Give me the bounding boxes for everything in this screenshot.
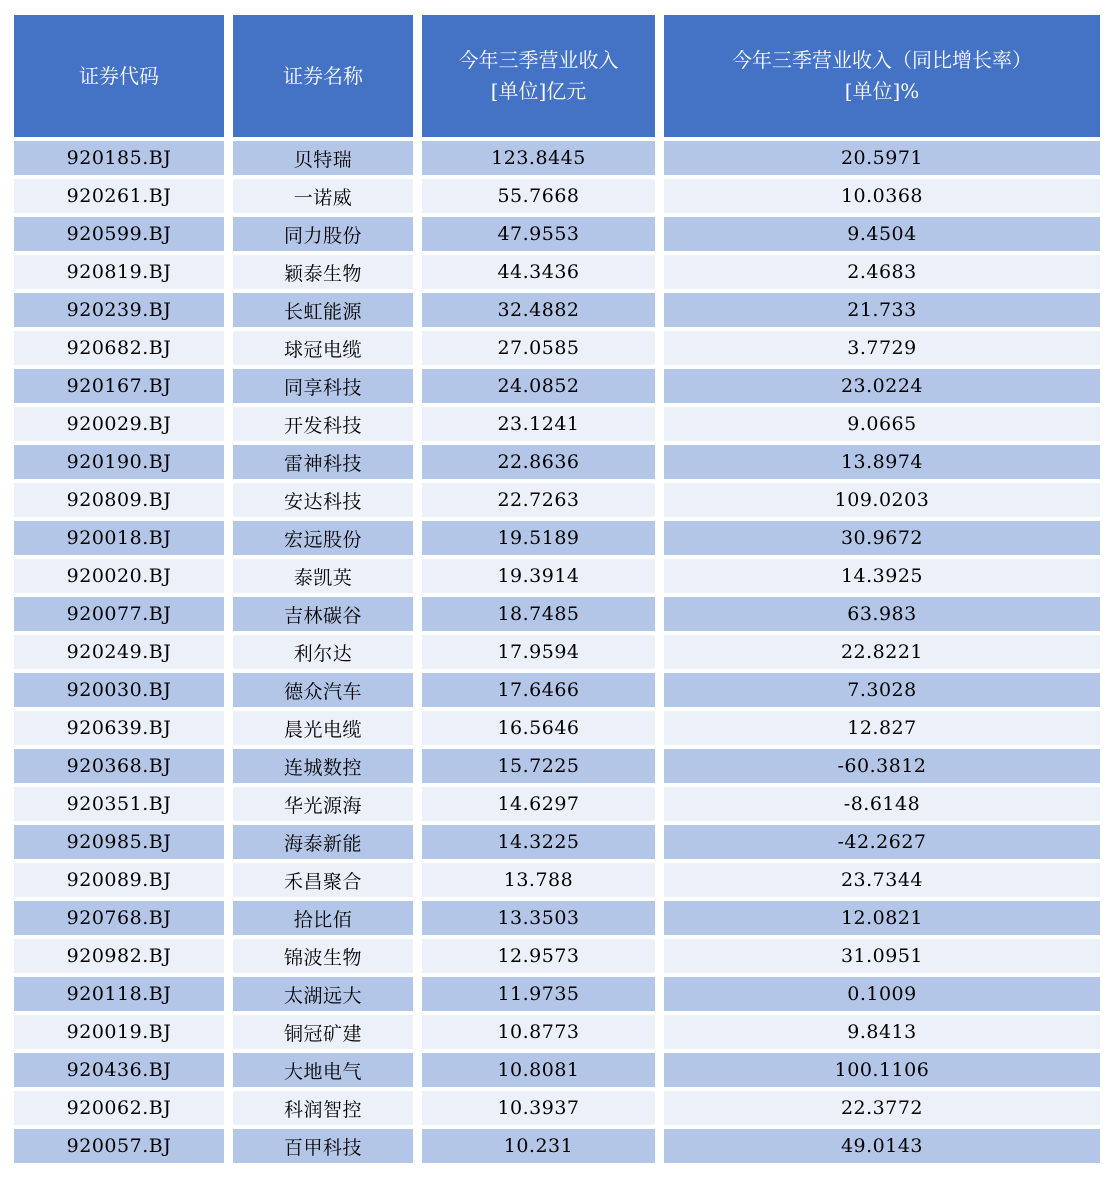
cell-q3-revenue-yoy-growth: 23.0224 (664, 369, 1100, 403)
cell-security-name: 太湖远大 (233, 977, 413, 1011)
cell-q3-revenue-yoy-growth: 23.7344 (664, 863, 1100, 897)
cell-q3-revenue: 15.7225 (422, 749, 655, 783)
cell-q3-revenue-yoy-growth: 100.1106 (664, 1053, 1100, 1087)
cell-q3-revenue-yoy-growth: 14.3925 (664, 559, 1100, 593)
cell-q3-revenue: 10.231 (422, 1129, 655, 1163)
cell-security-code: 920249.BJ (14, 635, 224, 669)
cell-q3-revenue-yoy-growth: 9.8413 (664, 1015, 1100, 1049)
table-row (14, 825, 1101, 859)
table-row (14, 293, 1101, 327)
table-row (14, 939, 1101, 973)
cell-security-name: 晨光电缆 (233, 711, 413, 745)
cell-security-code: 920019.BJ (14, 1015, 224, 1049)
cell-q3-revenue: 22.8636 (422, 445, 655, 479)
cell-q3-revenue: 10.8081 (422, 1053, 655, 1087)
cell-q3-revenue-yoy-growth: 12.827 (664, 711, 1100, 745)
table-body (14, 141, 1101, 1163)
table-row (14, 141, 1101, 175)
table-row (14, 179, 1101, 213)
table-row (14, 711, 1101, 745)
cell-security-name: 长虹能源 (233, 293, 413, 327)
cell-security-code: 920351.BJ (14, 787, 224, 821)
cell-q3-revenue: 22.7263 (422, 483, 655, 517)
cell-security-name: 锦波生物 (233, 939, 413, 973)
cell-q3-revenue: 14.3225 (422, 825, 655, 859)
table-row (14, 673, 1101, 707)
cell-security-name: 雷神科技 (233, 445, 413, 479)
header-label: 今年三季营业收入 (458, 48, 619, 72)
cell-security-code: 920682.BJ (14, 331, 224, 365)
header-unit-label: [单位]% (844, 79, 920, 103)
cell-security-name: 海泰新能 (233, 825, 413, 859)
cell-q3-revenue-yoy-growth: 3.7729 (664, 331, 1100, 365)
cell-q3-revenue: 27.0585 (422, 331, 655, 365)
cell-security-code: 920599.BJ (14, 217, 224, 251)
cell-q3-revenue-yoy-growth: -60.3812 (664, 749, 1100, 783)
cell-security-name: 利尔达 (233, 635, 413, 669)
cell-q3-revenue: 24.0852 (422, 369, 655, 403)
cell-q3-revenue-yoy-growth: 12.0821 (664, 901, 1100, 935)
table-row (14, 255, 1101, 289)
cell-q3-revenue: 23.1241 (422, 407, 655, 441)
cell-q3-revenue: 13.3503 (422, 901, 655, 935)
stock-data-table (14, 15, 1101, 1163)
cell-security-name: 颖泰生物 (233, 255, 413, 289)
cell-q3-revenue: 18.7485 (422, 597, 655, 631)
cell-q3-revenue: 17.9594 (422, 635, 655, 669)
cell-security-code: 920982.BJ (14, 939, 224, 973)
table-row (14, 749, 1101, 783)
cell-q3-revenue: 10.3937 (422, 1091, 655, 1125)
cell-q3-revenue: 19.3914 (422, 559, 655, 593)
cell-q3-revenue-yoy-growth: -42.2627 (664, 825, 1100, 859)
cell-q3-revenue-yoy-growth: 21.733 (664, 293, 1100, 327)
table-row (14, 1129, 1101, 1163)
table-row (14, 1053, 1101, 1087)
cell-security-code: 920368.BJ (14, 749, 224, 783)
cell-security-code: 920118.BJ (14, 977, 224, 1011)
header-cell-security-code (14, 15, 224, 137)
table-row (14, 521, 1101, 555)
table-row (14, 787, 1101, 821)
cell-security-code: 920089.BJ (14, 863, 224, 897)
header-cell-q3-revenue (422, 15, 655, 137)
cell-q3-revenue-yoy-growth: 49.0143 (664, 1129, 1100, 1163)
table-row (14, 863, 1101, 897)
cell-security-code: 920077.BJ (14, 597, 224, 631)
cell-security-name: 德众汽车 (233, 673, 413, 707)
header-cell-q3-revenue-yoy-growth (664, 15, 1100, 137)
cell-q3-revenue-yoy-growth: 63.983 (664, 597, 1100, 631)
cell-q3-revenue-yoy-growth: 109.0203 (664, 483, 1100, 517)
cell-security-name: 安达科技 (233, 483, 413, 517)
table-row (14, 445, 1101, 479)
cell-q3-revenue-yoy-growth: 9.4504 (664, 217, 1100, 251)
table-row (14, 597, 1101, 631)
cell-security-name: 铜冠矿建 (233, 1015, 413, 1049)
cell-security-code: 920020.BJ (14, 559, 224, 593)
cell-security-code: 920809.BJ (14, 483, 224, 517)
cell-security-name: 华光源海 (233, 787, 413, 821)
table-row (14, 407, 1101, 441)
cell-security-code: 920062.BJ (14, 1091, 224, 1125)
cell-security-name: 百甲科技 (233, 1129, 413, 1163)
cell-security-code: 920239.BJ (14, 293, 224, 327)
cell-security-code: 920030.BJ (14, 673, 224, 707)
cell-q3-revenue: 32.4882 (422, 293, 655, 327)
header-label: 今年三季营业收入（同比增长率） (732, 48, 1032, 72)
cell-q3-revenue-yoy-growth: 20.5971 (664, 141, 1100, 175)
cell-security-name: 泰凯英 (233, 559, 413, 593)
cell-q3-revenue-yoy-growth: 31.0951 (664, 939, 1100, 973)
cell-security-code: 920985.BJ (14, 825, 224, 859)
cell-security-name: 禾昌聚合 (233, 863, 413, 897)
cell-q3-revenue: 11.9735 (422, 977, 655, 1011)
cell-security-name: 大地电气 (233, 1053, 413, 1087)
cell-q3-revenue: 19.5189 (422, 521, 655, 555)
cell-q3-revenue-yoy-growth: 22.3772 (664, 1091, 1100, 1125)
cell-security-name: 同力股份 (233, 217, 413, 251)
cell-q3-revenue-yoy-growth: 30.9672 (664, 521, 1100, 555)
table-row (14, 1091, 1101, 1125)
header-label: 证券代码 (79, 63, 159, 88)
cell-security-name: 球冠电缆 (233, 331, 413, 365)
cell-q3-revenue: 55.7668 (422, 179, 655, 213)
cell-q3-revenue: 10.8773 (422, 1015, 655, 1049)
cell-q3-revenue: 12.9573 (422, 939, 655, 973)
cell-q3-revenue: 14.6297 (422, 787, 655, 821)
table-row (14, 559, 1101, 593)
cell-q3-revenue-yoy-growth: 10.0368 (664, 179, 1100, 213)
table-header-row (14, 15, 1101, 137)
cell-q3-revenue-yoy-growth: 22.8221 (664, 635, 1100, 669)
cell-security-code: 920167.BJ (14, 369, 224, 403)
cell-security-name: 一诺威 (233, 179, 413, 213)
table-row (14, 217, 1101, 251)
table-row (14, 1015, 1101, 1049)
header-cell-security-name (233, 15, 413, 137)
table-row (14, 483, 1101, 517)
cell-security-code: 920768.BJ (14, 901, 224, 935)
cell-q3-revenue: 13.788 (422, 863, 655, 897)
header-unit-label: [单位]亿元 (490, 79, 587, 103)
cell-security-name: 拾比佰 (233, 901, 413, 935)
cell-security-name: 吉林碳谷 (233, 597, 413, 631)
cell-q3-revenue-yoy-growth: 2.4683 (664, 255, 1100, 289)
table-row (14, 331, 1101, 365)
cell-security-name: 连城数控 (233, 749, 413, 783)
table-row (14, 901, 1101, 935)
cell-security-code: 920436.BJ (14, 1053, 224, 1087)
cell-security-name: 开发科技 (233, 407, 413, 441)
cell-q3-revenue: 16.5646 (422, 711, 655, 745)
cell-security-code: 920190.BJ (14, 445, 224, 479)
cell-security-code: 920029.BJ (14, 407, 224, 441)
cell-q3-revenue-yoy-growth: 13.8974 (664, 445, 1100, 479)
header-label: 证券名称 (283, 63, 363, 88)
cell-security-code: 920185.BJ (14, 141, 224, 175)
cell-q3-revenue: 123.8445 (422, 141, 655, 175)
cell-security-code: 920261.BJ (14, 179, 224, 213)
cell-security-code: 920819.BJ (14, 255, 224, 289)
cell-security-name: 宏远股份 (233, 521, 413, 555)
table-row (14, 369, 1101, 403)
cell-security-code: 920057.BJ (14, 1129, 224, 1163)
cell-q3-revenue-yoy-growth: 7.3028 (664, 673, 1100, 707)
cell-q3-revenue: 17.6466 (422, 673, 655, 707)
table-row (14, 635, 1101, 669)
cell-q3-revenue-yoy-growth: 0.1009 (664, 977, 1100, 1011)
cell-security-name: 科润智控 (233, 1091, 413, 1125)
cell-security-code: 920018.BJ (14, 521, 224, 555)
table-row (14, 977, 1101, 1011)
cell-q3-revenue-yoy-growth: 9.0665 (664, 407, 1100, 441)
cell-q3-revenue-yoy-growth: -8.6148 (664, 787, 1100, 821)
cell-security-code: 920639.BJ (14, 711, 224, 745)
cell-security-name: 贝特瑞 (233, 141, 413, 175)
cell-security-name: 同享科技 (233, 369, 413, 403)
cell-q3-revenue: 44.3436 (422, 255, 655, 289)
cell-q3-revenue: 47.9553 (422, 217, 655, 251)
